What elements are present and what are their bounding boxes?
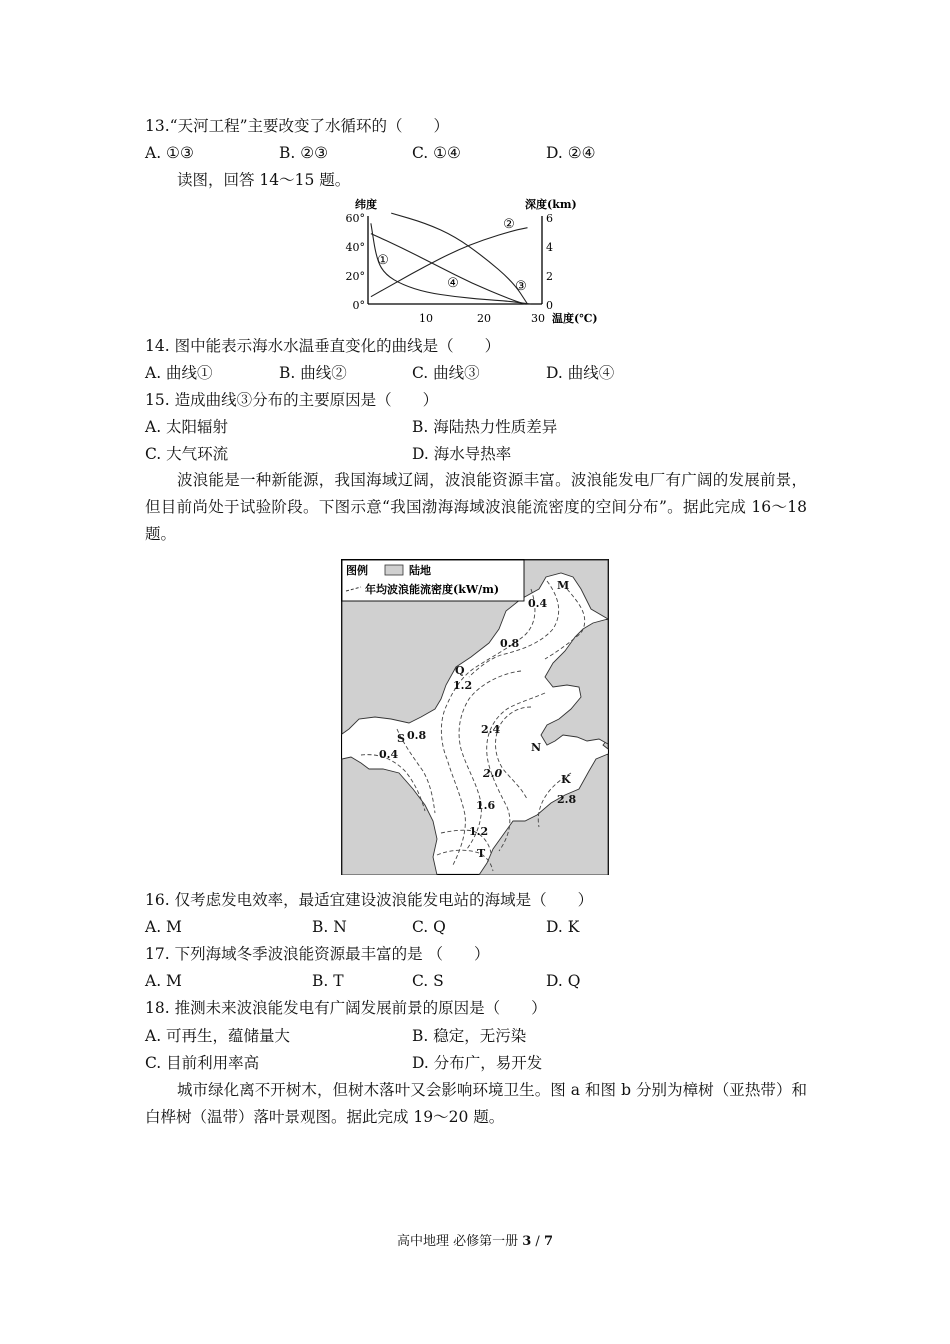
- q16-option-c[interactable]: C. Q: [412, 918, 446, 936]
- value-0-4-north: 0.4: [528, 597, 548, 610]
- temperature-chart: [335, 192, 620, 330]
- curve-label-4: ④: [447, 276, 459, 291]
- curve-4: [371, 234, 525, 304]
- passage-16-18: 波浪能是一种新能源，我国海域辽阔，波浪能资源丰富。波浪能发电厂有广阔的发展前景，但目前尚处于试验阶段。下图示意“我国渤海海域波浪能流密度的空间分布”。据此完成 16～18 题。: [145, 471, 807, 543]
- q17-option-d[interactable]: D. Q: [546, 972, 581, 990]
- q13-option-b[interactable]: B. ②③: [279, 144, 329, 162]
- q13-option-d[interactable]: D. ②④: [546, 144, 596, 162]
- point-m: M: [557, 579, 570, 592]
- q17-option-c[interactable]: C. S: [412, 972, 444, 990]
- footer-page: 3: [522, 1234, 532, 1249]
- q18-option-a[interactable]: A. 可再生，蕴储量大: [145, 1027, 291, 1045]
- q13-option-a[interactable]: A. ①③: [145, 144, 194, 162]
- bohai-wave-energy-map: [341, 559, 609, 875]
- q14-option-c[interactable]: C. 曲线③: [412, 364, 480, 382]
- question-17-stem: 17. 下列海域冬季波浪能资源最丰富的是 （ ）: [145, 945, 490, 963]
- y-right-tick: 6: [546, 212, 553, 225]
- q15-option-b[interactable]: B. 海陆热力性质差异: [412, 418, 558, 436]
- point-q: Q: [455, 664, 465, 677]
- y-right-tick: 4: [546, 241, 553, 254]
- q18-option-d[interactable]: D. 分布广，易开发: [412, 1054, 543, 1072]
- q16-option-a[interactable]: A. M: [145, 918, 182, 936]
- curve-label-3: ③: [515, 279, 527, 294]
- y-left-tick: 20°: [345, 270, 365, 283]
- footer-total: 7: [543, 1234, 553, 1249]
- y-left-tick: 0°: [352, 299, 365, 312]
- point-s: S: [397, 732, 405, 745]
- question-16-stem: 16. 仅考虑发电效率，最适宜建设波浪能发电站的海域是（ ）: [145, 891, 594, 909]
- q14-option-d[interactable]: D. 曲线④: [546, 364, 615, 382]
- y-right-tick: 2: [546, 270, 553, 283]
- question-14-stem: 14. 图中能表示海水水温垂直变化的曲线是（ ）: [145, 337, 501, 355]
- legend-land-swatch: [385, 565, 403, 575]
- y-right-axis-title: 深度(km): [525, 198, 577, 211]
- q15-option-a[interactable]: A. 太阳辐射: [145, 418, 229, 436]
- page-footer: [0, 1230, 950, 1249]
- point-t: T: [477, 847, 486, 860]
- curve-label-1: ①: [377, 253, 389, 268]
- value-1-2-t: 1.2: [469, 825, 489, 838]
- q17-option-a[interactable]: A. M: [145, 972, 182, 990]
- value-0-8-north: 0.8: [500, 637, 520, 650]
- y-left-tick: 60°: [345, 212, 365, 225]
- q16-option-d[interactable]: D. K: [546, 918, 580, 936]
- footer-sep: /: [531, 1234, 544, 1249]
- y-left-tick: 40°: [345, 241, 365, 254]
- passage-19-20: 城市绿化离不开树木，但树木落叶又会影响环境卫生。图 a 和图 b 分别为樟树（亚热带）和白桦树（温带）落叶景观图。据此完成 19～20 题。: [145, 1081, 807, 1126]
- value-2-4: 2.4: [481, 723, 501, 736]
- y-left-ticks: [346, 212, 366, 312]
- value-0-8-west: 0.8: [407, 729, 427, 742]
- curve-label-2: ②: [503, 217, 515, 232]
- footer-subject: 高中地理 必修第一册: [396, 1234, 523, 1249]
- q13-option-c[interactable]: C. ①④: [412, 144, 461, 162]
- value-2-8: 2.8: [557, 793, 577, 806]
- x-tick: 30: [531, 312, 545, 325]
- value-1-6: 1.6: [476, 799, 496, 812]
- legend-line-label: 年均波浪能流密度(kW/m): [365, 583, 500, 596]
- y-left-axis-title: 纬度: [355, 198, 377, 211]
- q15-option-c[interactable]: C. 大气环流: [145, 445, 229, 463]
- x-tick: 20: [477, 312, 491, 325]
- x-tick: 10: [419, 312, 433, 325]
- q15-option-d[interactable]: D. 海水导热率: [412, 445, 512, 463]
- q14-option-a[interactable]: A. 曲线①: [145, 364, 213, 382]
- y-right-tick: 0: [546, 299, 553, 312]
- q14-option-b[interactable]: B. 曲线②: [279, 364, 347, 382]
- legend-land-label: 陆地: [409, 564, 431, 577]
- question-13-stem: 13.“天河工程”主要改变了水循环的（ ）: [145, 117, 449, 135]
- question-15-stem: 15. 造成曲线③分布的主要原因是（ ）: [145, 391, 439, 409]
- legend-title: 图例: [346, 564, 368, 577]
- q16-option-b[interactable]: B. N: [312, 918, 347, 936]
- q18-option-b[interactable]: B. 稳定，无污染: [412, 1027, 527, 1045]
- x-axis-title: 温度(℃): [552, 312, 598, 325]
- q18-option-c[interactable]: C. 目前利用率高: [145, 1054, 260, 1072]
- x-ticks: [419, 312, 545, 325]
- value-2-0: 2.0: [483, 767, 503, 780]
- value-1-2-q: 1.2: [453, 679, 473, 692]
- point-k: K: [561, 773, 571, 786]
- point-n: N: [531, 741, 542, 754]
- value-0-4-west: 0.4: [379, 748, 399, 761]
- question-18-stem: 18. 推测未来波浪能发电有广阔发展前景的原因是（ ）: [145, 999, 547, 1017]
- intro-14-15: 读图，回答 14～15 题。: [177, 171, 351, 189]
- q17-option-b[interactable]: B. T: [312, 972, 344, 990]
- y-right-ticks: [546, 212, 553, 312]
